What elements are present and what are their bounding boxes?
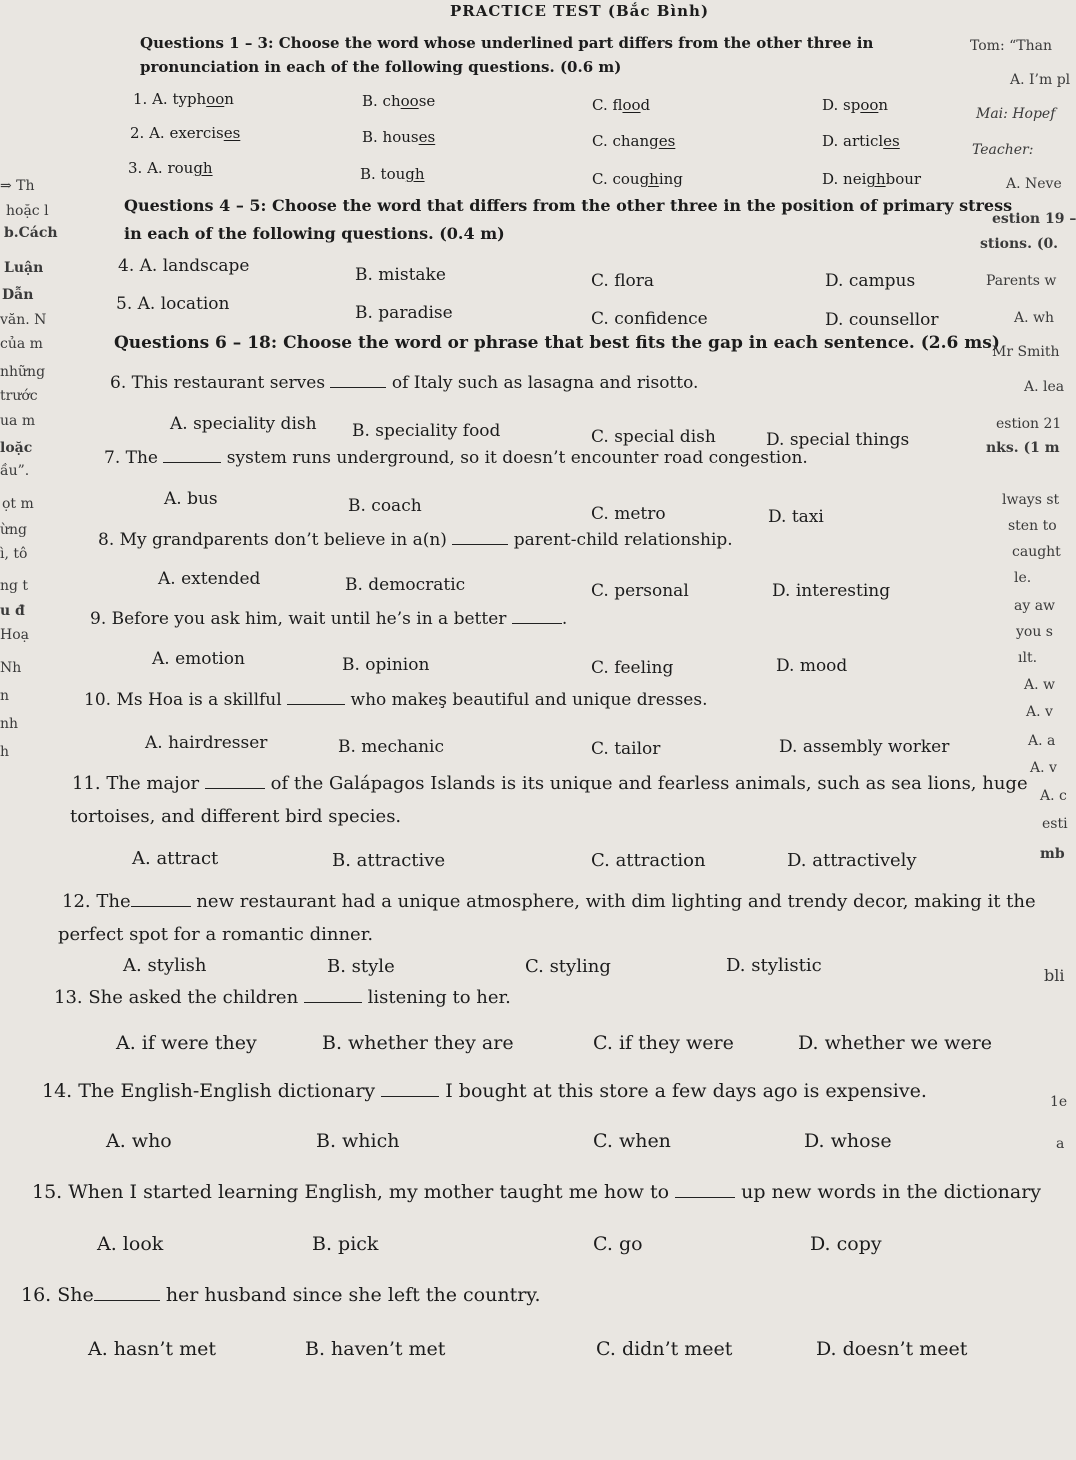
q10-option-b: B. mechanic [338,737,444,757]
q2-option-a: 2. A. exercises [130,124,241,142]
q11-option-b: B. attractive [332,850,446,871]
q6-option-b: B. speciality food [352,421,501,441]
q16-option-c: C. didn’t meet [596,1338,733,1360]
q5-option-c: C. confidence [591,309,708,329]
left-margin-fragment: b.Cách [4,225,58,241]
q12-stem-cont: perfect spot for a romantic dinner. [58,924,374,945]
page-title: PRACTICE TEST (Bắc Bình) [450,2,710,20]
q4-option-a: 4. A. landscape [118,256,250,276]
q8-option-c: C. personal [591,581,689,601]
q12-option-c: C. styling [525,956,611,977]
right-margin-fragment: mb [1040,846,1065,862]
right-margin-fragment: Parents w [986,273,1057,289]
right-margin-fragment: Mai: Hopef [976,106,1056,122]
right-margin-fragment: nks. (1 m [986,440,1060,456]
q1-option-b: B. choose [362,92,436,110]
right-margin-fragment: caught [1012,544,1061,560]
q3-option-b: B. tough [360,165,425,183]
q1-option-a: 1. A. typhoon [133,90,234,108]
section-1-instruction-cont: pronunciation in each of the following questions. (0.6 m) [140,58,622,76]
right-margin-fragment: estion 19 – [992,211,1076,227]
left-margin-fragment: ua m [0,413,36,429]
q11-option-a: A. attract [132,848,219,869]
left-margin-fragment: của m [0,336,43,352]
left-margin-fragment: ⇒ Th [0,178,35,194]
q3-option-a: 3. A. rough [128,159,213,177]
q9-option-d: D. mood [776,656,848,676]
right-margin-fragment: Tom: “Than [970,38,1052,54]
left-margin-fragment: Luận [4,260,44,276]
right-margin-fragment: A. c [1040,788,1067,804]
left-margin-fragment: ọt m [2,496,34,512]
right-margin-fragment: stions. (0. [980,236,1059,252]
q7-option-d: D. taxi [768,507,824,527]
q2-option-c: C. changes [592,132,676,150]
q10-option-d: D. assembly worker [779,737,950,757]
left-margin-fragment: h [0,744,10,760]
q14-stem: 14. The English-English dictionary I bought at this store a few days ago is expensive. [42,1080,927,1102]
q4-option-b: B. mistake [355,265,446,285]
left-margin-fragment: văn. N [0,312,47,328]
q14-option-c: C. when [593,1130,671,1152]
q8-option-b: B. democratic [345,575,466,595]
q14-option-a: A. who [106,1130,172,1152]
q16-option-a: A. hasn’t met [88,1338,216,1360]
section-2-instruction-cont: in each of the following questions. (0.4 m) [124,224,505,243]
q8-option-a: A. extended [158,569,261,589]
right-margin-fragment: A. wh [1014,310,1055,326]
right-margin-fragment: ay aw [1014,598,1056,614]
left-margin-fragment: ng t [0,578,29,594]
section-3-instruction: Questions 6 – 18: Choose the word or phrase that best fits the gap in each sentence. (2.6 ms) [114,333,1000,353]
q2-option-b: B. houses [362,128,436,146]
q3-option-d: D. neighbour [822,170,922,188]
q11-stem-cont: tortoises, and different bird species. [70,806,402,827]
left-margin-fragment: loặc [0,440,33,456]
q16-option-d: D. doesn’t meet [816,1338,968,1360]
q10-option-c: C. tailor [591,739,661,759]
right-margin-fragment: A. lea [1024,379,1065,395]
q6-option-d: D. special things [766,430,910,450]
q9-option-a: A. emotion [152,649,245,669]
q13-stem: 13. She asked the children listening to her. [54,987,511,1008]
right-margin-fragment: a [1056,1136,1065,1152]
q7-option-a: A. bus [164,489,218,509]
q6-option-a: A. speciality dish [170,414,317,434]
q10-stem: 10. Ms Hoa is a skillful who makeş beautiful and unique dresses. [84,690,708,710]
q11-option-c: C. attraction [591,850,706,871]
q9-option-b: B. opinion [342,655,430,675]
q1-option-d: D. spoon [822,96,889,114]
q12-option-d: D. stylistic [726,955,822,976]
left-margin-fragment: những [0,364,46,380]
q4-option-d: D. campus [825,271,916,291]
q13-option-b: B. whether they are [322,1032,514,1054]
q14-option-d: D. whose [804,1130,892,1152]
q16-option-b: B. haven’t met [305,1338,446,1360]
right-margin-fragment: you s [1016,624,1053,640]
right-margin-fragment: A. v [1030,760,1057,776]
q5-option-a: 5. A. location [116,294,230,314]
q13-option-a: A. if were they [116,1032,257,1054]
left-margin-fragment: ừng [0,522,27,538]
right-margin-fragment: Teacher: [972,142,1034,158]
section-1-instruction: Questions 1 – 3: Choose the word whose underlined part differs from the other three in [140,34,874,52]
left-margin-fragment: Dẫn [2,287,34,303]
q12-option-a: A. stylish [123,955,207,976]
q8-stem: 8. My grandparents don’t believe in a(n) parent-child relationship. [98,530,733,550]
q1-option-c: C. flood [592,96,651,114]
q9-option-c: C. feeling [591,658,674,678]
right-margin-fragment: esti [1042,816,1068,832]
q15-option-d: D. copy [810,1233,882,1255]
right-margin-fragment: A. Neve [1006,176,1062,192]
left-margin-fragment: Nh [0,660,22,676]
q7-stem: 7. The system runs underground, so it doesn’t encounter road congestion. [104,448,808,468]
q14-option-b: B. which [316,1130,400,1152]
q13-option-c: C. if they were [593,1032,734,1054]
q13-option-d: D. whether we were [798,1032,992,1054]
left-margin-fragment: hoặc l [6,203,49,219]
q5-option-d: D. counsellor [825,310,939,330]
left-margin-fragment: Hoạ [0,627,29,643]
left-margin-fragment: u đ [0,603,25,619]
q3-option-c: C. coughing [592,170,683,188]
left-margin-fragment: ì, tô [0,546,28,562]
q9-stem: 9. Before you ask him, wait until he’s in a better . [90,609,568,629]
q12-stem: 12. The new restaurant had a unique atmosphere, with dim lighting and trendy decor, making it the [62,891,1036,912]
left-margin-fragment: ầu”. [0,463,30,479]
q15-option-c: C. go [593,1233,643,1255]
right-margin-fragment: ılt. [1018,650,1038,666]
q2-option-d: D. articles [822,132,900,150]
q6-stem: 6. This restaurant serves of Italy such as lasagna and risotto. [110,373,699,393]
q11-option-d: D. attractively [787,850,917,871]
left-margin-fragment: trước [0,388,38,404]
q8-option-d: D. interesting [772,581,891,601]
left-margin-fragment: n [0,688,10,704]
q7-option-b: B. coach [348,496,422,516]
left-margin-fragment: nh [0,716,19,732]
right-margin-fragment: estion 21 [996,416,1062,432]
q16-stem: 16. She her husband since she left the country. [21,1284,541,1306]
q15-option-a: A. look [97,1233,164,1255]
q15-stem: 15. When I started learning English, my mother taught me how to up new words in the dictionary [32,1181,1042,1203]
right-margin-fragment: A. I’m pl [1010,72,1071,88]
q10-option-a: A. hairdresser [145,733,268,753]
q4-option-c: C. flora [591,271,655,291]
right-margin-fragment: Mr Smith [992,344,1060,360]
q7-option-c: C. metro [591,504,666,524]
q6-option-c: C. special dish [591,427,716,447]
right-margin-fragment: sten to [1008,518,1057,534]
right-margin-fragment: bli [1044,966,1065,985]
q15-option-b: B. pick [312,1233,379,1255]
right-margin-fragment: lways st [1002,492,1060,508]
q11-stem: 11. The major of the Galápagos Islands is its unique and fearless animals, such as sea lions, huge [72,773,1028,794]
right-margin-fragment: le. [1014,570,1032,586]
right-margin-fragment: A. a [1028,733,1056,749]
section-2-instruction: Questions 4 – 5: Choose the word that differs from the other three in the position of primary stress [124,196,1013,215]
right-margin-fragment: A. v [1026,704,1053,720]
q12-option-b: B. style [327,956,395,977]
q5-option-b: B. paradise [355,303,453,323]
right-margin-fragment: A. w [1024,677,1055,693]
right-margin-fragment: 1e [1050,1094,1068,1110]
